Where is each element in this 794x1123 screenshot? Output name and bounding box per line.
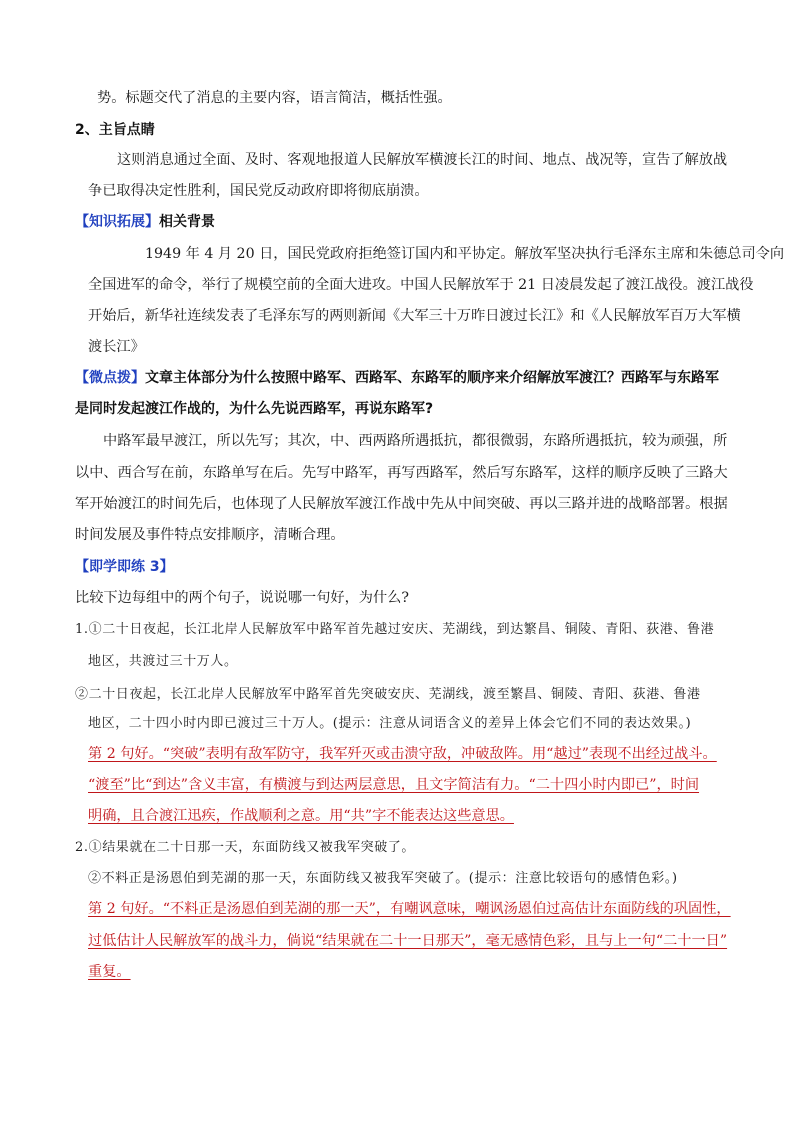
answer-1-line: 第 2 句好。“突破”表明有敌军防守，我军歼灭或击溃守敌，冲破敌阵。用“越过”表现不出经过战斗。 [88,746,717,762]
knowledge-extension-tag: 【知识拓展】 [75,214,159,230]
knowledge-extension-title: 相关背景 [159,214,215,230]
paragraph-line: 以中、西合写在前，东路单写在后。先写中路军，再写西路军，然后写东路军，这样的顺序反映了三路大 [75,465,728,481]
knowledge-extension-heading [75,212,215,232]
answer-2-line: 第 2 句好。“不料正是汤恩伯到芜湖的那一天”，有嘲讽意味，嘲讽汤恩伯过高估计东面防线的巩固性， [88,901,731,917]
question-2-sentence-1: 2.①结果就在二十日那一天，东面防线又被我军突破了。 [75,840,416,855]
paragraph-line: 全国进军的命令，举行了规模空前的全面大进攻。中国人民解放军于 21 日凌晨发起了渡江战役。渡江战役 [88,277,754,293]
answer-2-line: 重复。 [88,964,131,980]
practice-tag: 【即学即练 3】 [75,559,174,575]
tip-question: 文章主体部分为什么按照中路军、西路军、东路军的顺序来介绍解放军渡江？西路军与东路军 [145,370,719,386]
paragraph-line: 军开始渡江的时间先后，也体现了人民解放军渡江作战中先从中间突破、再以三路并进的战略部署。根据 [75,496,728,512]
paragraph-line: 这则消息通过全面、及时、客观地报道人民解放军横渡长江的时间、地点、战况等，宣告了解放战 [117,152,728,168]
answer-2-line: 过低估计人民解放军的战斗力，倘说“结果就在二十一日那天”，毫无感情色彩，且与上一句“二十一日” [88,933,728,949]
tip-tag: 【微点拨】 [75,370,145,386]
paragraph-line: 1949 年 4 月 20 日，国民党政府拒绝签订国内和平协定。解放军坚决执行毛泽东主席和朱德总司令向 [145,246,785,262]
paragraph-line: 争已取得决定性胜利，国民党反动政府即将彻底崩溃。 [88,183,429,199]
question-1-sentence-2: ②二十日夜起，长江北岸人民解放军中路军首先突破安庆、芜湖线，渡至繁昌、铜陵、青阳、荻港、鲁港 [75,687,701,702]
answer-1-line: 明确，且合渡江迅疾，作战顺利之意。用“共”字不能表达这些意思。 [88,808,514,824]
tip-question-cont: 是同时发起渡江作战的，为什么先说西路军，再说东路军? [75,401,434,417]
paragraph-line: 势。标题交代了消息的主要内容，语言简洁，概括性强。 [97,90,452,106]
question-2-sentence-2: ②不料正是汤恩伯到芜湖的那一天，东面防线又被我军突破了。(提示：注意比较语句的感情色彩。) [88,871,678,886]
answer-1-line: “渡至”比“到达”含义丰富，有横渡与到达两层意思，且文字简洁有力。“二十四小时内即已”，时间 [88,777,700,793]
paragraph-line: 开始后，新华社连续发表了毛泽东写的两则新闻《大军三十万昨日渡过长江》和《人民解放军百万大军横 [88,308,741,324]
question-1-sentence-2-cont: 地区，二十四小时内即已渡过三十万人。(提示：注意从词语含义的差异上体会它们不同的表达效果。) [88,716,692,731]
paragraph-line: 渡长江》 [88,339,145,355]
section-heading-theme: 2、主旨点睛 [75,122,155,138]
question-1-sentence-1: 1.①二十日夜起，长江北岸人民解放军中路军首先越过安庆、芜湖线，到达繁昌、铜陵、青阳、荻港、鲁港 [75,622,715,637]
tip-heading [75,368,719,388]
practice-instruction: 比较下边每组中的两个句子，说说哪一句好，为什么? [75,590,409,606]
question-1-sentence-1-cont: 地区，共渡过三十万人。 [88,654,238,669]
paragraph-line: 中路军最早渡江，所以先写；其次，中、西两路所遇抵抗，都很微弱，东路所遇抵抗，较为顽强，所 [103,433,728,449]
paragraph-line: 时间发展及事件特点安排顺序，清晰合理。 [75,527,345,543]
